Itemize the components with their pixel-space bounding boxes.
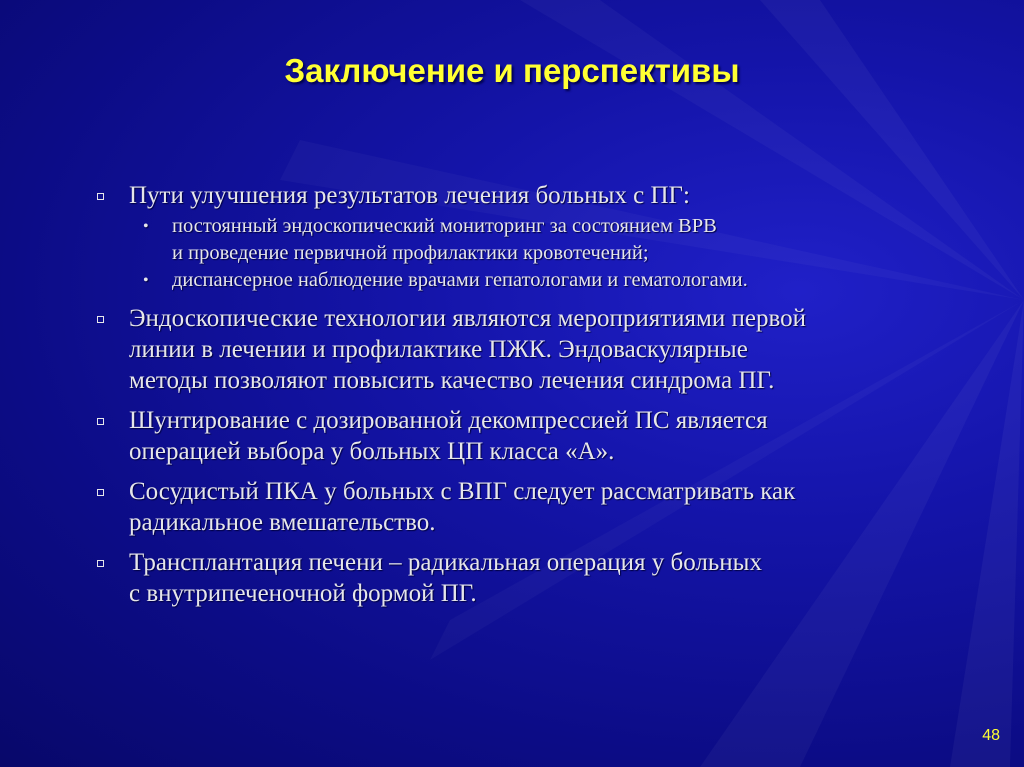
- square-bullet-icon: [97, 316, 104, 323]
- slide-title: Заключение и перспективы: [284, 52, 740, 89]
- square-bullet-icon: [97, 193, 104, 200]
- bullet-text-line: Пути улучшения результатов лечения больных с ПГ:: [129, 182, 690, 209]
- sub-text-line: постоянный эндоскопический мониторинг за состоянием ВРВ: [172, 215, 717, 237]
- sub-text-line: диспансерное наблюдение врачами гепатологами и гематологами.: [172, 269, 748, 291]
- bullet-text-line: Сосудистый ПКА у больных с ВПГ следует рассматривать как: [129, 478, 796, 505]
- square-bullet-icon: [97, 560, 104, 567]
- bullet-item: [95, 405, 955, 467]
- bullet-text-line: с внутрипеченочной формой ПГ.: [129, 580, 477, 607]
- bullet-item: [95, 303, 955, 396]
- bullet-item: [95, 476, 955, 538]
- bullet-item: [95, 180, 955, 294]
- sub-text-line: и проведение первичной профилактики кровотечений;: [172, 242, 649, 264]
- sub-list: [129, 213, 955, 294]
- sub-item: [129, 213, 955, 267]
- bullet-text-line: линии в лечении и профилактике ПЖК. Эндоваскулярные: [129, 336, 748, 363]
- dot-bullet-icon: •: [143, 218, 149, 235]
- bullet-text-line: Трансплантация печени – радикальная операция у больных: [129, 549, 762, 576]
- sub-item: [129, 267, 955, 294]
- bullet-text-line: Шунтирование с дозированной декомпрессией ПС является: [129, 407, 768, 434]
- square-bullet-icon: [97, 418, 104, 425]
- bullet-text-line: операцией выбора у больных ЦП класса «А».: [129, 438, 615, 465]
- dot-bullet-icon: •: [143, 272, 149, 289]
- bullet-text-line: методы позволяют повысить качество лечения синдрома ПГ.: [129, 367, 775, 394]
- square-bullet-icon: [97, 489, 104, 496]
- bullet-list: [95, 180, 955, 618]
- page-number: 48: [982, 727, 1000, 744]
- bullet-item: [95, 547, 955, 609]
- bullet-text-line: радикальное вмешательство.: [129, 509, 436, 536]
- bullet-text-line: Эндоскопические технологии являются мероприятиями первой: [129, 305, 806, 332]
